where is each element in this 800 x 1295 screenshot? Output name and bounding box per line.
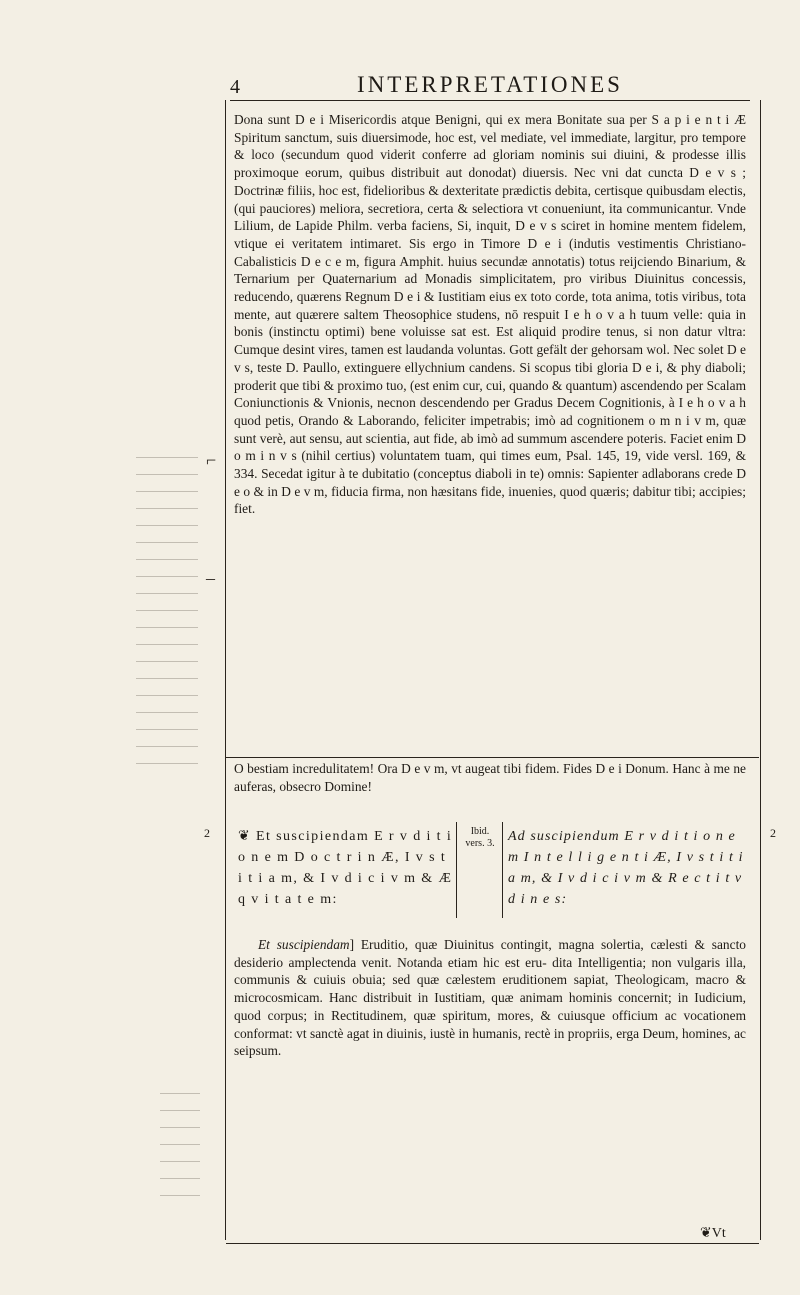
handwritten-margin-notes-lower [160, 1084, 200, 1204]
commentary-lead: Et suscipiendam [258, 937, 350, 952]
closing-prayer: O bestiam incredulitatem! Ora D e v m, vt augeat tibi fidem. Fides D e i Donum. Hanc à me ne auferas, obsecro Domine! [234, 761, 746, 794]
verse-latin-right: Ad suscipiendum E r v d i t i o n e m I n t e l l i g e n t i Æ, I v s t i t i a m, & I v d i c i v m & R e c t i t v d i n e s: [508, 829, 744, 907]
catchword-text: Vt [711, 1226, 726, 1241]
commentary-text: ] Eruditio, quæ Diuinitus contingit, magna solertia, cælesti & sancto desiderio amplectenda venit. Notanda etiam hic est eru- dita Intelligentia; non vulgaris illa, communis & cuiuis obuia; sed quæ cælestem eruditionem sapiat, Theologicam, macro & microcosmicam. Hanc distribuit in Iustitiam, quæ animam hominis concernit; in Iudicium, quod corpus; in Rectitudinem, quæ spiritum, mores, & cuiusque officium ac vocationem conformat: vt sanctè agat in diuinis, iustè in humanis, rectè in propriis, erga Deum, homines, ac seipsum. [234, 937, 746, 1059]
fleuron-icon: ❦ [238, 829, 257, 844]
divider [226, 757, 759, 758]
column-divider [456, 822, 457, 918]
scripture-reference: Ibid. vers. 3. [465, 826, 495, 849]
margin-dash-icon: – [206, 568, 215, 588]
page-title: INTERPRETATIONES [357, 72, 623, 97]
margin-bracket-icon: ⌐ [206, 450, 217, 470]
handwritten-margin-notes [136, 448, 198, 778]
fleuron-icon: ❦ [700, 1226, 712, 1241]
verse-latin-left [238, 826, 453, 910]
outer-number-right: 2 [770, 826, 776, 840]
catchword [700, 1225, 726, 1242]
page-number: 4 [230, 76, 240, 98]
verse-left-text: Et suscipiendam E r v d i t i o n e m D o c t r i n Æ, I v s t i t i a m, & I v d i c i v m & Æ q v i t a t e m: [238, 829, 453, 907]
bottom-rule [226, 1243, 759, 1244]
column-divider [502, 822, 503, 918]
main-paragraph: Dona sunt D e i Misericordis atque Benigni, qui ex mera Bonitate sua per S a p i e n t i Æ Spiritum sanctum, suis diuersimode, hoc est, vel mediate, vel immediate, largitur, pro tempore & loco (secundum quod viderit conferre ad gloriam nominis sui diuini, & prodesse illis proximoque eorum, quibus distribuit aut donodat) diuersis. Nec vni dat cuncta D e v s ; Doctrinæ filiis, hoc est, fidelioribus & dexteritate prædictis debita, certisque quibusdam electis, (qui pauciores) meliora, secretiora, certa & selectiora vt conueniunt, ita communicantur. Vnde Lilium, de Lapide Philm. verba faciens, Si, inquit, D e v s sciret in homine mentem fidelem, vtique ei veritatem intimaret. Sis ergo in Timore D e i (indutis vestimentis Christiano-Cabalisticis D e c e m, figura Amphit. huius secundæ annotatis) totus reijciendo Binarium, & Ternarium per Quaternarium ad Monadis simplicitatem, pro viribus Diuinitus concessis, reducendo, quærens Regnum D e i & Iustitiam eius ex toto corde, tota anima, totis viribus, tota mente, aut quærere saltem Theosophice studens, nō respuit I e h o v a h tuum velle: quia in bonis (instinctu optimi) bene voluisse sat est. Est aliquid prodire tenus, si non datur vltra: Cumque desint vires, tamen est laudanda voluntas. Gott gefält der gehorsam wol. Nec solet D e v s, teste D. Paullo, extinguere ellychnium candens. Si scopus tibi gloria D e i, & phy diaboli; proderit que tibi & proximo tuo, (est enim cur, cui, quando & quantum) ascendendo per Scalam Coniunctionis & Vnionis, necnon descendendo per Gradus Decem Cognitionis, à I e h o v a h quod petis, Orando & Laborando, feliciter impetrabis; imò ad cognitionem o m n i v m, quæ sunt verè, aut sensu, aut scientia, aut fide, ab imò ad summum ascendere poteris. Faciet enim D o m i n v s (nihil certius) voluntatem tuam, qui times eum, Psal. 145, 19, vide versl. 169, & 334. Secedat igitur à te dubitatio (conceptus diaboli in te) omnis: Sapienter adlaborans crede D e o & in D e v m, fiducia firma, non hæsitans fide, inuenies, quod quæris; dabitur tibi; accipies; fiet. [234, 112, 746, 517]
running-head [230, 70, 750, 101]
outer-number-left: 2 [204, 826, 210, 840]
commentary-paragraph [234, 936, 746, 1060]
